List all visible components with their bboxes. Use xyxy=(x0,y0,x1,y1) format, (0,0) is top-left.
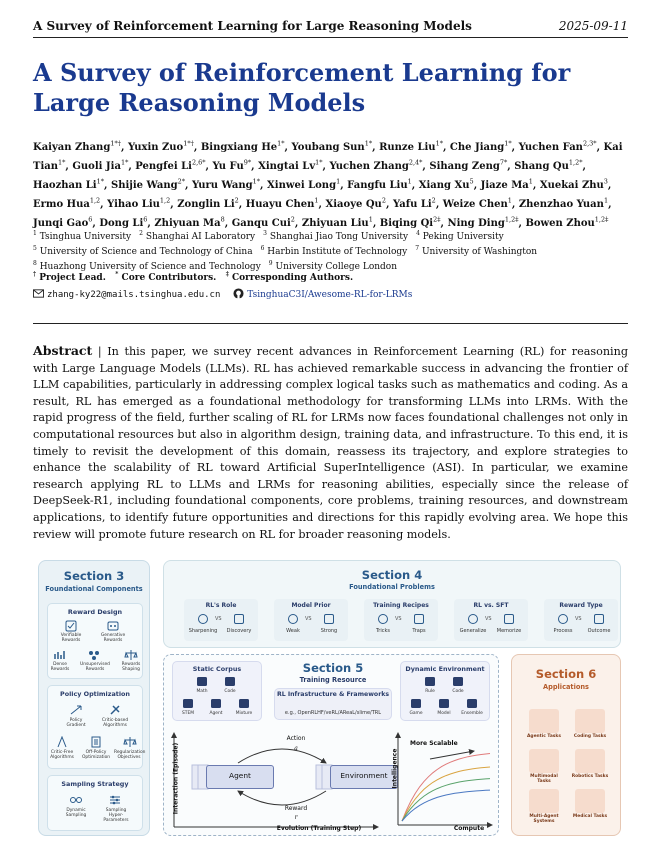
github-icon xyxy=(233,288,244,299)
corresponding-note: Corresponding Authors. xyxy=(231,273,354,283)
author-affiliation-mark: 1*† xyxy=(110,140,121,148)
author: Pengfei $Li^{2,6*}$, xyxy=(135,158,213,173)
contact-email[interactable]: zhang-ky22@mails.tsinghua.edu.cn xyxy=(47,290,221,300)
author: Huayu Chen$^1$, xyxy=(245,196,326,211)
corpus-code-icon xyxy=(223,676,237,688)
author-affiliation-mark: 6 xyxy=(88,215,93,224)
affiliation-name: Peking University xyxy=(422,232,504,242)
section4-card xyxy=(184,599,258,641)
affiliation-name: Tsinghua University xyxy=(39,232,132,242)
author: Guoli Jia$^{1*}$, xyxy=(72,158,136,173)
vs-label: VS xyxy=(395,616,402,622)
author-notes xyxy=(33,271,353,283)
author: Junqi Gao$^6$, xyxy=(33,215,100,230)
author: Ning Ding$^{1,2\ddagger}$, xyxy=(447,215,526,230)
section4-option-a: Sharpening xyxy=(188,628,218,634)
application-tile xyxy=(575,749,605,773)
author-affiliation-mark: 1,2 xyxy=(89,196,101,205)
env-model-icon xyxy=(437,698,451,710)
author: Yihao Liu$^{1,2}$, xyxy=(107,196,178,211)
affiliation-name: University College London xyxy=(275,262,398,272)
author-name: Runze Liu xyxy=(379,142,436,154)
author: Ermo Hua$^{1,2}$, xyxy=(33,196,108,211)
author-name: Shang Qu xyxy=(514,161,569,173)
section6-title: Section 6 xyxy=(535,667,597,681)
author-affiliation-mark: 2,4* xyxy=(408,158,423,167)
regularization-icon xyxy=(123,736,137,748)
generative-reward-icon xyxy=(106,620,120,632)
author-name: Xinwei Long xyxy=(267,180,337,192)
author-affiliation-mark: 1* xyxy=(277,140,285,148)
section3-panel xyxy=(38,560,150,836)
static-corpus-box xyxy=(172,661,262,721)
author-name: Bingxiang He xyxy=(200,142,278,154)
affiliation-number: 5 xyxy=(33,245,37,252)
author-affiliation-mark: 2* xyxy=(177,177,186,186)
application-tile xyxy=(575,709,605,733)
author: Bingxiang $He^{1*}$, xyxy=(200,140,292,154)
policy-item-critic-based: Critic-based Algorithms xyxy=(101,718,129,728)
author-name: Biqing Qi xyxy=(379,218,434,230)
affiliation xyxy=(263,232,408,242)
action-label: Action xyxy=(286,735,306,742)
env-item: Game xyxy=(409,711,423,716)
header-divider xyxy=(33,323,628,324)
section4-card-title: Training Recipes xyxy=(373,602,429,609)
generalize-icon xyxy=(466,613,480,625)
affiliation-name: Harbin Institute of Technology xyxy=(267,247,408,257)
running-title: A Survey of Reinforcement Learning for Large Reasoning Models xyxy=(33,19,472,33)
author-name: Shijie Wang xyxy=(110,180,178,192)
author-list xyxy=(33,137,633,232)
environment-label: Environment xyxy=(340,771,388,780)
author-affiliation-mark: 2‡ xyxy=(433,215,441,224)
sampling-strategy-box xyxy=(47,775,143,831)
section4-option-a: Generalize xyxy=(459,628,487,634)
affiliation-number: 4 xyxy=(416,230,420,237)
weak-prior-icon xyxy=(286,613,300,625)
author-affiliation-mark: 1,2‡ xyxy=(594,215,609,224)
author: Youbang Sun$^{1*}$, xyxy=(291,140,380,154)
sampling-params-icon xyxy=(108,794,122,806)
section4-subtitle: Foundational Problems xyxy=(349,583,435,591)
section3-subtitle: Foundational Components xyxy=(45,585,143,593)
affiliation-number: 9 xyxy=(268,260,273,267)
affiliation-row xyxy=(33,243,633,258)
author: Sihang Zeng$^{7*}$, xyxy=(429,158,515,173)
author-affiliation-mark: 7* xyxy=(499,158,508,167)
author-name: Yu Fu xyxy=(212,161,244,173)
reward-shaping-icon xyxy=(124,649,138,661)
critic-free-icon xyxy=(55,736,69,748)
affiliation-number: 8 xyxy=(33,260,37,267)
author: Zhenzhao Yuan$^1$, xyxy=(518,196,612,211)
author: Yu $Fu^{9*}$, xyxy=(212,158,259,173)
section4-card xyxy=(274,599,348,641)
section4-option-b: Traps xyxy=(412,628,426,634)
author: Weize Chen$^1$, xyxy=(442,196,519,211)
corpus-math-icon xyxy=(195,676,209,688)
author: Biqing $Qi^{2\ddagger}$, xyxy=(379,215,448,230)
infra-examples: e.g., OpenRLHF/veRL/AReaL/slime/TRL xyxy=(284,710,382,716)
corpus-item: Agent xyxy=(209,711,223,716)
section4-card xyxy=(364,599,438,641)
infra-title: RL Infrastructure & Frameworks xyxy=(276,691,390,698)
author-name: Yafu Li xyxy=(392,199,432,211)
env-item: Ensemble xyxy=(461,711,483,716)
unsupervised-reward-icon xyxy=(87,649,101,661)
affiliation xyxy=(139,232,255,242)
sharpening-icon xyxy=(196,613,210,625)
author-name: Yuchen Zhang xyxy=(329,161,409,173)
author-name: Zonglin Li xyxy=(177,199,235,211)
author-name: Junqi Gao xyxy=(33,218,89,230)
affiliation-number: 7 xyxy=(415,245,420,252)
author-name: Ermo Hua xyxy=(33,199,90,211)
policy-optimization-box xyxy=(47,685,146,769)
author: Zonglin Li$^2$, xyxy=(177,196,246,211)
abstract-text: In this paper, we survey recent advances in Reinforcement Learning (RL) for reasoning with Large Language Models (LLMs). RL has achieved remarkable success in advancing the frontier of LLM capabilities, particularly in addressing complex logical tasks such as mathematics and coding. As a result, RL has emerged as a foundational methodology for transforming LLMs into LRMs. With the rapid progress of the field, further scaling of RL for LRMs now faces foundational challenges not only in computational resources but also in algorithm design, training data, and infrastructure. To this end, it is timely to revisit the development of this domain, reassess its trajectory, and explore strategies to enhance the scalability of RL toward Artificial SuperIntelligence (ASI). In particular, we examine research applying RL to LLMs and LRMs for reasoning abilities, especially since the release of DeepSeek-R1, including foundational components, core problems, training resources, and downstream applications, to identify future opportunities and directions for this rapidly evolving area. We hope this review will promote future research on RL for broader reasoning models. xyxy=(33,345,628,541)
env-item: Rule xyxy=(425,689,435,694)
application-label: Multi-Agent Systems xyxy=(529,814,559,824)
more-scalable-label: More Scalable xyxy=(410,740,458,747)
author-name: Xiang Xu xyxy=(418,180,470,192)
policy-item-off-policy: Off-Policy Optimization xyxy=(81,750,111,760)
author-affiliation-mark: 2,3* xyxy=(582,140,597,148)
section4-card-title: Reward Type xyxy=(559,602,603,609)
off-policy-icon xyxy=(89,736,103,748)
author-affiliation-mark: 1,2‡ xyxy=(504,215,519,224)
author-name: Yihao Liu xyxy=(107,199,160,211)
loop-y-axis-label: Interaction (Episode) xyxy=(172,742,180,815)
author: Xingtai $Lv^{1*}$, xyxy=(258,158,330,173)
abstract: Abstract | In this paper, we survey recent advances in Reinforcement Learning (RL) for reasoning with Large Language Models (LLMs). RL has achieved remarkable success in advancing the frontier of LLM capabilities, particularly in addressing complex logical tasks such as mathematics and coding. As a result, RL has emerged as a foundational methodology for transforming LLMs into LRMs. With the rapid progress of the field, further scaling of RL for LRMs now faces foundational challenges not only in computational resources but also in algorithm design, training data, and infrastructure. To this end, it is timely to revisit the development of this domain, reassess its trajectory, and explore strategies to enhance the scalability of RL toward Artificial SuperIntelligence (ASI). In particular, we examine research applying RL to LLMs and LRMs for reasoning abilities, especially since the release of DeepSeek-R1, including foundational components, core problems, training resources, and downstream applications, to identify future opportunities and directions for this rapidly evolving area. We hope this review will promote future research on RL for broader reasoning models. xyxy=(33,343,628,541)
author-affiliation-mark: 2 xyxy=(290,215,295,224)
author-name: Jiaze Ma xyxy=(480,180,529,192)
affiliation-number: 1 xyxy=(33,230,37,237)
author-name: Bowen Zhou xyxy=(525,218,595,230)
scaling-curve-1 xyxy=(402,754,490,822)
section4-panel xyxy=(163,560,621,648)
application-tile xyxy=(529,749,559,773)
sampling-item-dynamic: Dynamic Sampling xyxy=(65,808,87,818)
corpus-agent-icon xyxy=(209,698,223,710)
affiliation xyxy=(33,232,131,242)
policy-optimization-title: Policy Optimization xyxy=(60,690,130,698)
outcome-icon xyxy=(592,613,606,625)
author: Runze Liu$^{1*}$, xyxy=(379,140,450,154)
vs-label: VS xyxy=(215,616,222,622)
author-affiliation-mark: 1,2* xyxy=(568,158,583,167)
application-label: Multimodal Tasks xyxy=(530,774,558,784)
env-game-icon xyxy=(409,698,423,710)
reward-item-unsupervised: Unsupervised Rewards xyxy=(80,662,110,672)
section4-title: Section 4 xyxy=(361,568,423,582)
author-name: Ganqu Cui xyxy=(231,218,291,230)
section4-card-title: Model Prior xyxy=(291,602,331,609)
section4-card xyxy=(454,599,528,641)
author-name: Xuekai Zhu xyxy=(539,180,604,192)
affiliation xyxy=(415,247,537,257)
author-affiliation-mark: 1* xyxy=(364,140,373,148)
author: Haozhan $Li^{1*}$, xyxy=(33,177,111,192)
author-affiliation-mark: 1* xyxy=(96,177,104,186)
author-name: Weize Chen xyxy=(442,199,508,211)
application-label: Robotics Tasks xyxy=(571,774,609,779)
author-affiliation-mark: 1 xyxy=(603,196,609,205)
header-date: 2025-09-11 xyxy=(558,19,628,33)
infra-box xyxy=(274,688,392,720)
overview-figure xyxy=(38,560,623,840)
section6-panel xyxy=(511,654,621,836)
core-mark: * xyxy=(115,271,119,278)
scaling-curve-4 xyxy=(402,790,490,821)
section4-option-b: Memorize xyxy=(496,628,522,634)
core-contributors-note: Core Contributors. xyxy=(121,273,217,283)
author: Xiang Xu$^5$, xyxy=(418,177,481,192)
author-affiliation-mark: 9* xyxy=(243,158,252,167)
policy-item-gradient: Policy Gradient xyxy=(66,718,86,728)
section4-card-title: RL's Role xyxy=(205,602,237,609)
author-affiliation-mark: 1 xyxy=(507,196,512,205)
author-affiliation-mark: 2,6* xyxy=(191,158,206,167)
corpus-item: Code xyxy=(224,689,236,694)
author-name: Zhiyuan Liu xyxy=(301,218,369,230)
affiliation-number: 2 xyxy=(139,230,143,237)
author-name: Che Jiang xyxy=(449,142,505,154)
author: Shang $Qu^{1,2*}$, xyxy=(514,158,586,173)
project-lead-note: Project Lead. xyxy=(39,273,106,283)
section6-subtitle: Applications xyxy=(543,683,589,691)
author: Dong Li$^6$, xyxy=(99,215,155,230)
policy-gradient-icon xyxy=(69,704,83,716)
author-affiliation-mark: 1 xyxy=(407,177,412,186)
author-affiliation-mark: 1* xyxy=(504,140,512,148)
author: Kaiyan Zhang$^{1*\dagger}$, xyxy=(33,140,128,154)
author-name: Xiaoye Qu xyxy=(325,199,382,211)
affiliation-name: University of Science and Technology of China xyxy=(39,247,253,257)
author: Yuru Wang$^{1*}$, xyxy=(191,177,268,192)
discovery-icon xyxy=(232,613,246,625)
author: Yuchen Fan$^{2,3*}$, xyxy=(518,140,604,154)
section4-card xyxy=(544,599,618,641)
author-affiliation-mark: 1 xyxy=(314,196,319,205)
corpus-item: Mixture xyxy=(235,711,253,716)
affiliation xyxy=(261,247,408,257)
reward-item-verifiable: Verifiable Rewards xyxy=(60,633,82,643)
dense-reward-icon xyxy=(53,649,67,661)
author: Yafu Li$^2$, xyxy=(392,196,443,211)
author: Zhiyuan Ma$^8$, xyxy=(154,215,232,230)
author-affiliation-mark: 1* xyxy=(315,158,323,167)
application-label: Coding Tasks xyxy=(573,734,607,739)
author-affiliation-mark: 6 xyxy=(143,215,148,224)
corpus-item: Math xyxy=(196,689,208,694)
author-affiliation-mark: 3 xyxy=(603,177,608,186)
contact-line xyxy=(33,288,412,300)
author-affiliation-mark: 8 xyxy=(220,215,225,224)
strong-prior-icon xyxy=(322,613,336,625)
env-rule-icon xyxy=(423,676,437,688)
lead-mark: † xyxy=(33,271,37,278)
author-affiliation-mark: 1* xyxy=(435,140,443,148)
author-affiliation-mark: 1 xyxy=(368,215,373,224)
section4-option-b: Outcome xyxy=(587,628,611,634)
author-name: Dong Li xyxy=(99,218,144,230)
author-affiliation-mark: 1 xyxy=(336,177,341,186)
policy-item-critic-free: Critic-Free Algorithms xyxy=(50,750,74,760)
author-affiliation-mark: 2 xyxy=(381,196,386,205)
critic-based-icon xyxy=(108,704,122,716)
env-item: Model xyxy=(437,711,451,716)
repo-link[interactable] xyxy=(233,290,412,300)
author: Che Jiang$^{1*}$, xyxy=(449,140,519,154)
vs-label: VS xyxy=(485,616,492,622)
author-affiliation-mark: 1* xyxy=(120,158,129,167)
section4-card-title: RL vs. SFT xyxy=(473,602,509,609)
vs-label: VS xyxy=(575,616,582,622)
author-affiliation-mark: 2 xyxy=(431,196,436,205)
application-tile xyxy=(529,789,559,813)
env-item: Code xyxy=(452,689,464,694)
sampling-strategy-title: Sampling Strategy xyxy=(61,780,129,788)
application-label: Agentic Tasks xyxy=(527,734,561,739)
author: Zhiyuan Liu$^1$, xyxy=(301,215,380,230)
application-label: Medical Tasks xyxy=(572,814,608,819)
memorize-icon xyxy=(502,613,516,625)
corpus-item: STEM xyxy=(181,711,195,716)
env-ensemble-icon xyxy=(465,698,479,710)
author-affiliation-mark: 1* xyxy=(252,177,261,186)
author-affiliation-mark: 1,2 xyxy=(159,196,171,205)
author-name: Guoli Jia xyxy=(72,161,121,173)
scaling-x-axis-label: Compute xyxy=(453,825,485,832)
author-affiliation-mark: 2 xyxy=(234,196,239,205)
reward-design-box xyxy=(47,603,143,679)
affiliation-name: Huazhong University of Science and Technology xyxy=(39,262,261,272)
corpus-stem-icon xyxy=(181,698,195,710)
traps-icon xyxy=(412,613,426,625)
author-name: Huayu Chen xyxy=(245,199,315,211)
static-corpus-title: Static Corpus xyxy=(192,665,242,673)
application-tile xyxy=(529,709,559,733)
agent-label: Agent xyxy=(229,771,251,780)
author-name: Kaiyan Zhang xyxy=(33,142,111,154)
author-name: Zhenzhao Yuan xyxy=(518,199,604,211)
author-name: Haozhan Li xyxy=(33,180,97,192)
affiliation-name: Shanghai Jiao Tong University xyxy=(269,232,409,242)
loop-x-axis-label: Evolution (Training Step) xyxy=(276,825,362,832)
author: Yuxin Zuo$^{1*\dagger}$, xyxy=(127,140,201,154)
policy-item-regularization: Regularization Objectives xyxy=(114,750,146,760)
author-name: Kai Tian xyxy=(33,142,623,173)
application-tile xyxy=(575,789,605,813)
author-affiliation-mark: 1* xyxy=(58,158,66,167)
corpus-mixture-icon xyxy=(237,698,251,710)
affiliation-name: University of Washington xyxy=(421,247,538,257)
author: Xiaoye Qu$^2$, xyxy=(325,196,393,211)
verifiable-reward-icon xyxy=(64,620,78,632)
tricks-icon xyxy=(376,613,390,625)
author-name: Xingtai Lv xyxy=(258,161,316,173)
sampling-item-hyperparams: Sampling Hyper-Parameters xyxy=(103,808,129,823)
author-name: Fangfu Liu xyxy=(347,180,408,192)
section5-title: Section 5 xyxy=(302,661,364,675)
author-name: Sihang Zeng xyxy=(429,161,500,173)
section4-option-b: Strong xyxy=(320,628,338,634)
author-affiliation-mark: 1*† xyxy=(183,140,194,148)
section3-title: Section 3 xyxy=(63,569,125,583)
dynamic-sampling-icon xyxy=(69,794,83,806)
vs-label: VS xyxy=(305,616,312,622)
author-name: Pengfei Li xyxy=(135,161,192,173)
reward-item-generative: Generative Rewards xyxy=(100,633,126,643)
action-symbol: a xyxy=(294,745,298,752)
dynamic-env-title: Dynamic Environment xyxy=(405,665,485,673)
reward-symbol: r xyxy=(294,814,298,821)
affiliation-number: 6 xyxy=(260,245,265,252)
section4-option-a: Weak xyxy=(286,628,300,634)
scaling-y-axis-label: Intelligence xyxy=(391,748,399,789)
abstract-label: Abstract xyxy=(33,343,93,358)
author-name: Yuru Wang xyxy=(191,180,253,192)
section4-option-a: Tricks xyxy=(375,628,390,634)
section5-subtitle: Training Resource xyxy=(299,676,367,684)
affiliation xyxy=(33,247,253,257)
reward-design-title: Reward Design xyxy=(67,608,123,616)
affiliation-name: Shanghai AI Laboratory xyxy=(145,232,256,242)
author-name: Youbang Sun xyxy=(291,142,365,154)
section5-panel xyxy=(163,654,499,836)
author: Xinwei Long$^1$, xyxy=(267,177,348,192)
section4-option-b: Discovery xyxy=(226,628,252,634)
process-icon xyxy=(556,613,570,625)
email-icon xyxy=(33,288,44,299)
author: Ganqu Cui$^2$, xyxy=(231,215,302,230)
affiliation xyxy=(416,232,504,242)
affiliation-row xyxy=(33,228,633,243)
repo-name[interactable]: TsinghuaC3I/Awesome-RL-for-LRMs xyxy=(247,290,413,300)
dynamic-env-box xyxy=(400,661,490,721)
reward-label: Reward xyxy=(284,805,308,812)
author: Fangfu Liu$^1$, xyxy=(347,177,419,192)
author-name: Yuchen Fan xyxy=(518,142,583,154)
affiliation-number: 3 xyxy=(263,230,267,237)
author: Shijie Wang$^{2*}$, xyxy=(110,177,192,192)
author: Yuchen Zhang$^{2,4*}$, xyxy=(329,158,430,173)
reward-item-shaping: Rewards Shaping xyxy=(121,662,141,672)
author: Jiaze Ma$^1$, xyxy=(480,177,540,192)
author-name: Ning Ding xyxy=(447,218,505,230)
corr-mark: ‡ xyxy=(225,271,229,278)
author-affiliation-mark: 1 xyxy=(528,177,533,186)
affiliation-list xyxy=(33,228,633,273)
author-affiliation-mark: 5 xyxy=(469,177,474,186)
author: Xuekai Zhu$^3$, xyxy=(539,177,612,192)
reward-item-dense: Dense Rewards xyxy=(50,662,70,672)
author-name: Zhiyuan Ma xyxy=(154,218,221,230)
author: Kai Tian$^{1*}$, xyxy=(33,142,623,173)
paper-title: A Survey of Reinforcement Learning for Large Reasoning Models xyxy=(33,58,571,117)
env-code-icon xyxy=(451,676,465,688)
section4-option-a: Process xyxy=(553,628,573,634)
running-header xyxy=(33,18,628,38)
author-name: Yuxin Zuo xyxy=(127,142,184,154)
